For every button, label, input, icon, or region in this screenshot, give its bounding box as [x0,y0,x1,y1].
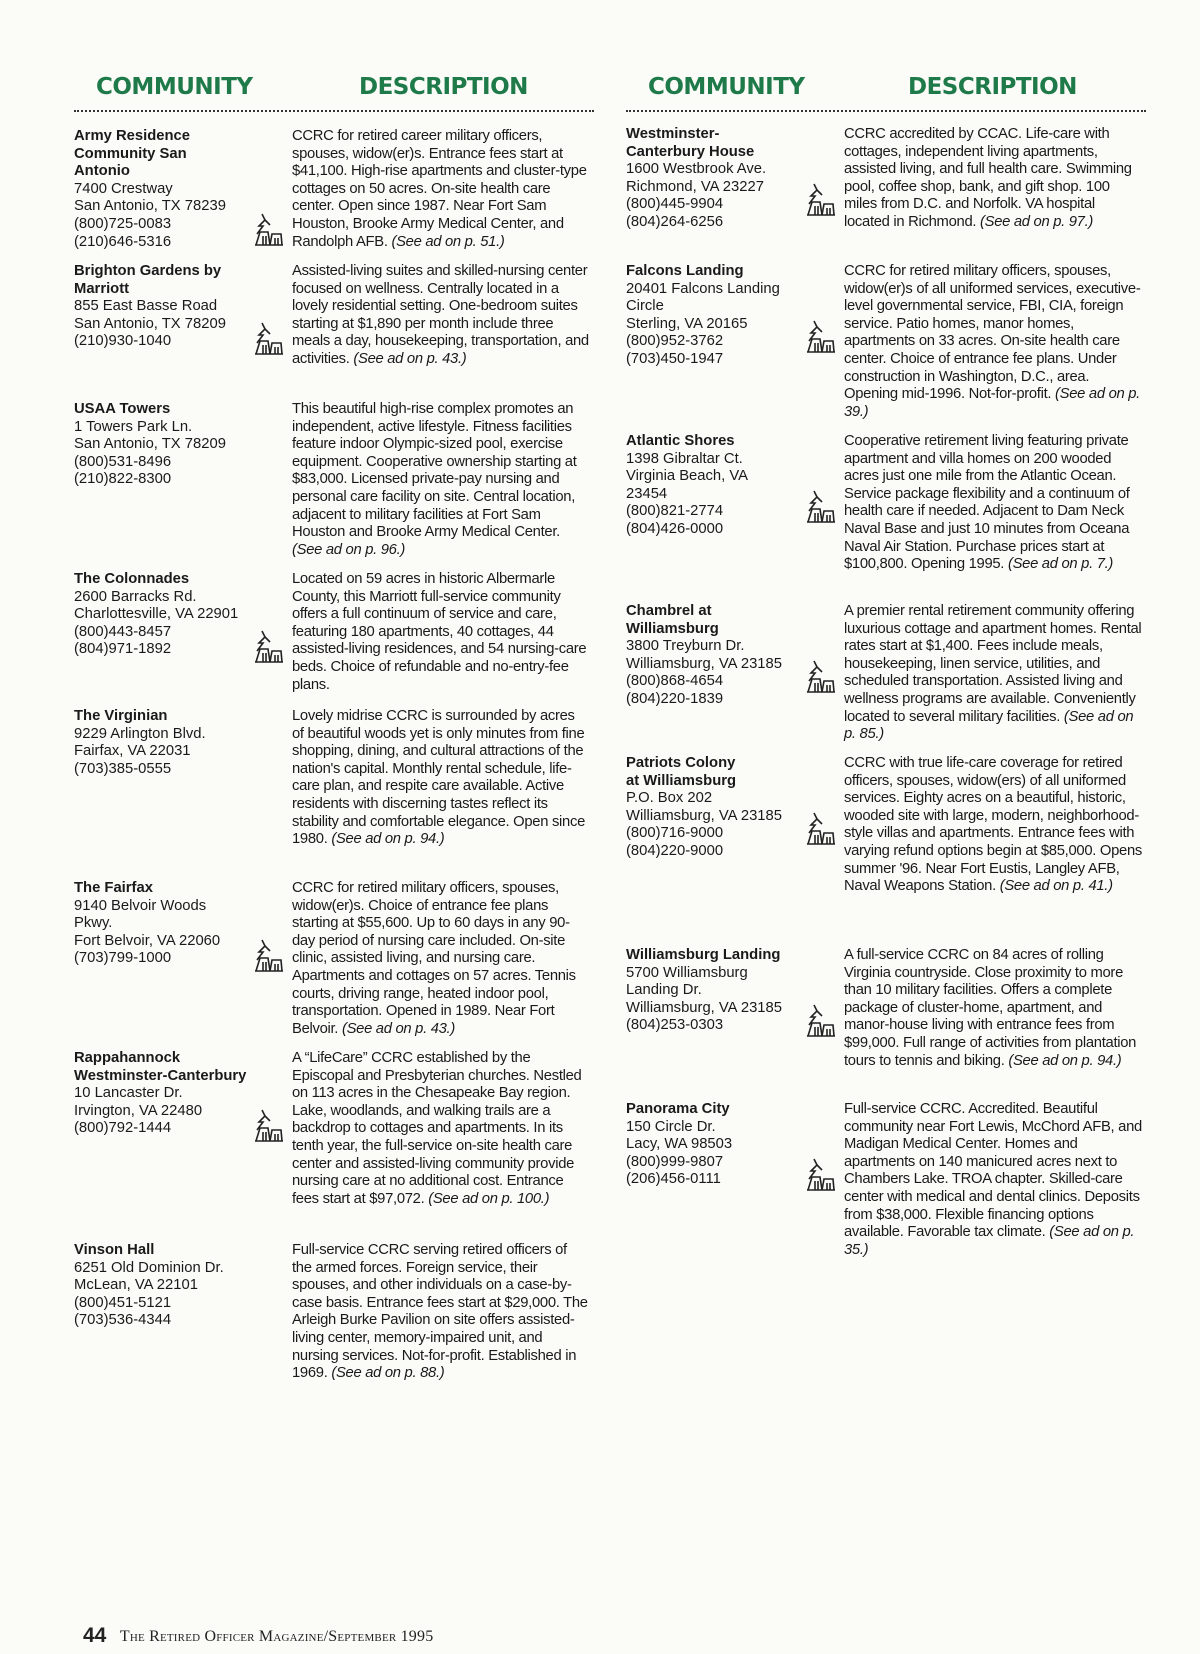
community-name: Williamsburg [626,620,719,637]
address-line: Irvington, VA 22480 [74,1102,203,1119]
description-text: Lovely midrise CCRC is surrounded by acres of beautiful woods yet is only minutes from fine shopping, dining, and cultural attractions of the nation's capital. Monthly rental schedule, life-care plan, and respite care available. Active residents with discerning tastes reflect its stability and comfortable elegance. Open since 1980. [292,708,586,848]
address-line: Richmond, VA 23227 [626,178,764,195]
address-line: Fairfax, VA 22031 [74,743,191,760]
community-name: Canterbury House [626,143,755,160]
community-info [626,263,811,369]
marriott-family-icon [254,938,284,972]
marriott-family-icon [806,659,836,693]
community-info [74,1050,259,1138]
community-description [844,433,1142,574]
address-line: 2600 Barracks Rd. [74,588,197,605]
description-text: CCRC for retired military officers, spouses, widow(er)s. Choice of entrance fee plans starting at $55,600. Up to 60 days in any 90-day period of nursing care included. On-site clinic, assisted living, and nursing care. Apartments and cottages on 57 acres. Tennis courts, driving range, heated indoor pool, transportation. Opened in 1989. Near Fort Belvoir. [292,880,576,1037]
ad-reference: (See ad on p. 51.) [391,233,505,250]
magazine-credit: The Retired Officer Magazine/September 1995 [119,1628,434,1645]
marriott-family-icon [806,1157,836,1191]
community-info [74,401,259,489]
address-line: (800)999-9807 [626,1153,724,1170]
table-header [74,70,594,112]
address-line: 23454 [626,485,668,502]
address-line: 9140 Belvoir Woods [74,897,207,914]
description-text: Full-service CCRC. Accredited. Beautiful community near Fort Lewis, McChord AFB, and Madigan Medical Center. Homes and apartments on 140 manicured acres next to Chambers Lake. TROA chapter. Skilled-care center with medical and dental clinics. Deposits from $38,000. Flexible financing options available. Favorable tax climate. [844,1101,1142,1241]
address-line: 9229 Arlington Blvd. [74,725,206,742]
community-name: The Fairfax [74,880,153,896]
community-name: Marriott [74,280,130,297]
community-info [74,571,259,659]
community-info [626,126,811,232]
description-text: Cooperative retirement living featuring private apartment and villa homes on 200 wooded acres just one mile from the Atlantic Ocean. Service package flexibility and a continuum of health care if needed. Adjacent to Dam Neck Naval Base and just 10 minutes from Oceana Naval Air Station. Purchase prices start at $100,800. Opening 1995. [844,433,1130,573]
address-line: (800)445-9904 [626,196,724,213]
community-name: Patriots Colony [626,755,736,771]
community-name: Brighton Gardens by [74,263,222,279]
community-description [292,263,590,369]
ad-reference: (See ad on p. 41.) [999,878,1113,895]
description-text: A “LifeCare” CCRC established by the Episcopal and Presbyterian churches. Nestled on 113 acres in the Chesapeake Bay region. Lake, woodlands, and walking trails are a backdrop to cottages and apartments. In its tenth year, the full-service on-site health care center and assisted-living community provide nursing care at no additional cost. Entrance fees start at $97,072. [292,1050,582,1207]
community-description [292,401,590,559]
community-name: The Virginian [74,708,168,724]
address-line: San Antonio, TX 78209 [74,436,226,453]
description-text: Full-service CCRC serving retired officers of the armed forces. Foreign service, their spouses, and other individuals on a case-by-case basis. Entrance fees start at $29,000. The Arleigh Burke Pavilion on site offers assisted-living center, memory-impaired unit, and nursing services. Not-for-profit. Established in 1969. [292,1242,588,1382]
community-info [626,755,811,861]
address-line: (800)531-8496 [74,453,172,470]
left-half [74,70,594,1382]
address-line: San Antonio, TX 78239 [74,198,226,215]
address-line: (800)451-5121 [74,1294,172,1311]
community-description [844,1101,1142,1259]
description-text: Assisted-living suites and skilled-nursing center focused on wellness. Centrally located in a lovely residential setting. One-bedroom suites starting at $1,890 per month include three meals a day, housekeeping, transportation, and activities. [292,263,589,367]
ad-reference: (See ad on p. 43.) [341,1020,455,1037]
description-heading: DESCRIPTION [359,74,528,100]
ad-reference: (See ad on p. 100.) [428,1190,550,1207]
address-line: (804)971-1892 [74,641,172,658]
address-line: 7400 Crestway [74,180,173,197]
address-line: 20401 Falcons Landing [626,280,780,297]
community-info [74,708,259,778]
address-line: (804)426-0000 [626,520,724,537]
address-line: Fort Belvoir, VA 22060 [74,932,221,949]
address-line: 150 Circle Dr. [626,1118,716,1135]
community-info [626,1101,811,1189]
address-line: (800)792-1444 [74,1120,172,1137]
community-name: USAA Towers [74,401,171,417]
address-line: (800)868-4654 [626,673,724,690]
address-line: (800)443-8457 [74,623,172,640]
community-name: Rappahannock [74,1050,181,1066]
community-heading: COMMUNITY [648,74,805,100]
community-description [844,603,1142,744]
description-text: This beautiful high-rise complex promotes an independent, active lifestyle. Fitness facilities feature indoor Olympic-sized pool, exercise equipment. Cooperative ownership starting at $83,000. Licensed private-pay nursing and personal care facility on site. Central location, adjacent to military facilities at Fort Sam Houston and Brooke Army Medical Center. [292,401,577,541]
address-line: Lacy, WA 98503 [626,1136,733,1153]
right-half [626,70,1146,1258]
ad-reference: (See ad on p. 96.) [292,541,406,558]
marriott-family-icon [254,1108,284,1142]
marriott-family-icon [806,489,836,523]
community-info [74,880,259,968]
address-line: (804)220-9000 [626,842,724,859]
ad-reference: (See ad on p. 97.) [980,213,1094,230]
community-info [74,263,259,351]
community-description [292,1050,590,1208]
community-description [844,755,1142,896]
address-line: (800)821-2774 [626,503,724,520]
marriott-family-icon [806,811,836,845]
ad-reference: (See ad on p. 39.) [844,386,1140,420]
community-description [844,126,1142,232]
address-line: P.O. Box 202 [626,790,713,807]
address-line: (210)822-8300 [74,471,172,488]
address-line: (800)725-0083 [74,215,172,232]
marriott-family-icon [254,629,284,663]
community-name: The Colonnades [74,571,190,587]
community-info [626,603,811,709]
address-line: Charlottesville, VA 22901 [74,606,239,623]
address-line: Williamsburg, VA 23185 [626,999,782,1016]
community-name: Williamsburg Landing [626,947,781,963]
address-line: San Antonio, TX 78209 [74,315,226,332]
marriott-family-icon [806,182,836,216]
community-name: Chambrel at [626,603,712,619]
community-name: Westminster-Canterbury [74,1067,247,1084]
address-line: (800)952-3762 [626,333,724,350]
address-line: Pkwy. [74,915,113,932]
description-text: CCRC with true life-care coverage for retired officers, spouses, widow(ers) of all uniformed services. Eighty acres on a beautiful, historic, wooded site with large, modern, neighborhood-style villas and apartments. Entrance fees with varying refund options begin at $85,000. Opens summer '96. Near Fort Eustis, Langley AFB, Naval Weapons Station. [844,755,1142,895]
community-name: Vinson Hall [74,1242,155,1258]
community-info [626,433,811,539]
marriott-family-icon [254,212,284,246]
ad-reference: (See ad on p. 88.) [331,1365,445,1382]
marriott-family-icon [806,319,836,353]
address-line: (703)536-4344 [74,1312,172,1329]
community-name: Falcons Landing [626,263,744,279]
community-heading: COMMUNITY [96,74,253,100]
community-info [74,1242,259,1330]
ad-reference: (See ad on p. 94.) [331,831,445,848]
address-line: Circle [626,298,664,315]
page-number: 44 [83,1624,107,1647]
community-info [74,128,259,251]
community-name: Army Residence [74,128,190,144]
marriott-family-icon [806,1003,836,1037]
address-line: (210)646-5316 [74,233,172,250]
address-line: McLean, VA 22101 [74,1277,198,1294]
address-line: 1 Towers Park Ln. [74,418,193,435]
address-line: Williamsburg, VA 23185 [626,807,782,824]
address-line: Sterling, VA 20165 [626,315,748,332]
description-text: CCRC for retired military officers, spouses, widow(er)s of all uniformed services, executive-level governmental service, FBI, CIA, foreign service. Patio homes, manor homes, apartments on 33 acres. On-site health care center. Choice of entrance fee plans. Under construction in Washington, D.C., area. Opening mid-1996. Not-for-profit. [844,263,1141,403]
ad-reference: (See ad on p. 43.) [353,350,467,367]
address-line: 5700 Williamsburg [626,964,748,981]
community-name: Westminster- [626,126,720,142]
community-description [292,708,590,849]
marriott-family-icon [254,321,284,355]
community-description [292,571,590,694]
ad-reference: (See ad on p. 85.) [844,708,1134,743]
description-text: A premier rental retirement community offering luxurious cottage and apartment homes. Rental rates start at $1,400. Fees include meals, housekeeping, linen service, utilities, and scheduled transportation. Assisted living and wellness programs are available. Conveniently located to several military facilities. [844,603,1142,725]
community-description [292,880,590,1038]
ad-reference: (See ad on p. 94.) [1008,1052,1122,1069]
address-line: (804)253-0303 [626,1017,724,1034]
address-line: Williamsburg, VA 23185 [626,655,782,672]
address-line: (804)220-1839 [626,690,724,707]
community-info [626,947,811,1035]
community-name: Antonio [74,163,130,180]
address-line: (703)450-1947 [626,350,724,367]
ad-reference: (See ad on p. 7.) [1007,556,1114,573]
address-line: (703)799-1000 [74,950,172,967]
description-text: CCRC accredited by CCAC. Life-care with cottages, independent living apartments, assisted living, and full health care. Swimming pool, coffee shop, bank, and gift shop. 100 miles from D.C. and Norfolk. VA hospital located in Richmond. [844,126,1132,230]
address-line: (206)456-0111 [626,1171,721,1188]
table-header [626,70,1146,112]
description-text: CCRC for retired career military officers, spouses, widow(er)s. Entrance fees start at $41,100. High-rise apartments and cluster-type cottages on 50 acres. On-site health care center. Open since 1987. Near Fort Sam Houston, Brooke Army Medical Center, and Randolph AFB. [292,128,587,250]
community-description [292,128,590,251]
description-text: Located on 59 acres in historic Albermarle County, this Marriott full-service community offers a full continuum of service and care, featuring 180 apartments, 40 cottages, 44 assisted-living residences, and 54 nursing-care beds. Choice of refundable and no-entry-fee plans. [292,571,587,693]
description-heading: DESCRIPTION [908,74,1077,100]
community-name: Atlantic Shores [626,433,735,449]
address-line: (703)385-0555 [74,760,172,777]
address-line: 1398 Gibraltar Ct. [626,450,743,467]
address-line: 6251 Old Dominion Dr. [74,1259,224,1276]
address-line: 1600 Westbrook Ave. [626,161,767,178]
address-line: (210)930-1040 [74,333,172,350]
community-name: Community San [74,145,187,162]
community-description [844,947,1142,1070]
address-line: 3800 Treyburn Dr. [626,638,745,655]
community-description [292,1242,590,1383]
community-name: Panorama City [626,1101,730,1117]
address-line: (804)264-6256 [626,213,724,230]
address-line: Virginia Beach, VA [626,468,749,485]
community-name: at Williamsburg [626,772,737,789]
address-line: 855 East Basse Road [74,298,218,315]
description-text: A full-service CCRC on 84 acres of rolling Virginia countryside. Close proximity to more than 10 military facilities. Offers a complete package of cluster-home, apartment, and manor-house living with entrance fees from $99,000. Full range of activities from plantation tours to tennis and biking. [844,947,1137,1069]
address-line: 10 Lancaster Dr. [74,1085,183,1102]
page-footer [83,1624,433,1654]
address-line: Landing Dr. [626,982,702,999]
address-line: (800)716-9000 [626,825,724,842]
community-description [844,263,1142,421]
ad-reference: (See ad on p. 35.) [844,1224,1135,1258]
